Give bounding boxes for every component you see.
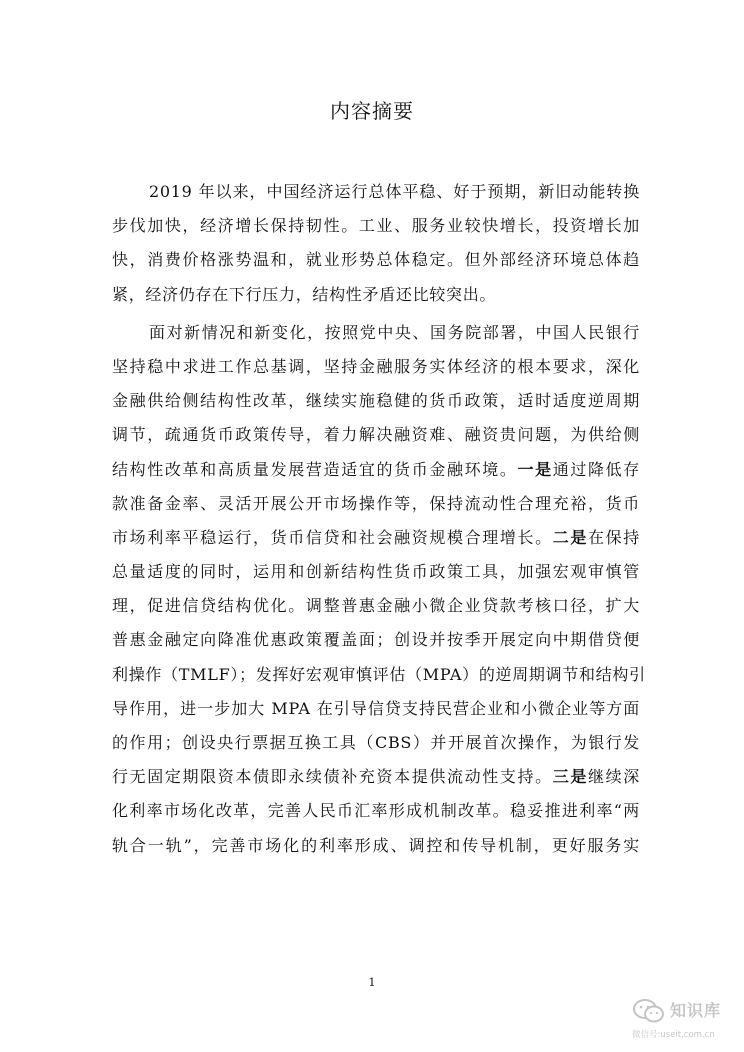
- text-line: 化利率市场化改革，完善人民币汇率形成机制改革。稳妥推进利率“两: [112, 801, 640, 821]
- text-span: 市场利率平稳运行，货币信贷和社会融资规模合理增长。: [112, 527, 553, 547]
- text-line: 调节，疏通货币政策传导，着力解决融资难、融资贵问题，为供给侧: [112, 425, 640, 445]
- text-line: 利操作（TMLF）；发挥好宏观审慎评估（MPA）的逆周期调节和结构引: [112, 664, 646, 684]
- text-line: 面对新情况和新变化，按照党中央、国务院部署，中国人民银行: [149, 322, 640, 342]
- text-line: 导作用，进一步加大 MPA 在引导信贷支持民营企业和小微企业等方面: [112, 698, 640, 718]
- watermark-subtitle: 微信号:useit.com.cn: [632, 1030, 715, 1040]
- text-line: 快，消费价格涨势温和，就业形势总体稳定。但外部经济环境总体趋: [112, 250, 640, 270]
- text-span: 在保持: [588, 527, 640, 547]
- text-span: 继续深: [588, 767, 640, 787]
- text-line: 轨合一轨”，完善市场化的利率形成、调控和传导机制，更好服务实: [112, 835, 640, 855]
- text-line: [112, 760, 640, 794]
- page-title: 内容摘要: [330, 99, 414, 123]
- text-line: 的作用；创设央行票据互换工具（CBS）并开展首次操作，为银行发: [112, 733, 640, 752]
- text-line: [112, 453, 640, 487]
- text-line: 金融供给侧结构性改革，继续实施稳健的货币政策，适时适度逆周期: [112, 391, 640, 411]
- text-line: 2019 年以来，中国经济运行总体平稳、好于预期，新旧动能转换: [149, 182, 640, 201]
- text-line: 款准备金率、灵活开展公开市场操作等，保持流动性合理充裕，货币: [112, 493, 640, 513]
- text-line: 坚持稳中求进工作总基调，坚持金融服务实体经济的根本要求，深化: [112, 356, 640, 376]
- emphasis-second: 二是: [552, 527, 589, 547]
- text-line: 步伐加快，经济增长保持韧性。工业、服务业较快增长，投资增长加: [112, 216, 640, 236]
- text-span: 结构性改革和高质量发展营造适宜的货币金融环境。: [112, 459, 518, 479]
- text-line: [112, 521, 640, 555]
- text-line: 总量适度的同时，运用和创新结构性货币政策工具，加强宏观审慎管: [112, 562, 640, 582]
- page-number: 1: [368, 976, 376, 989]
- text-line: 紧，经济仍存在下行压力，结构性矛盾还比较突出。: [112, 284, 497, 304]
- wechat-icon: [632, 998, 666, 1024]
- text-line: 理，促进信贷结构优化。调整普惠金融小微企业贷款考核口径，扩大: [112, 596, 640, 616]
- text-span: 通过降低存: [552, 459, 640, 479]
- emphasis-third: 三是: [552, 767, 589, 787]
- emphasis-first: 一是: [517, 459, 553, 479]
- body-text: [112, 175, 646, 863]
- text-line: 普惠金融定向降准优惠政策覆盖面；创设并按季开展定向中期借贷便: [112, 630, 640, 650]
- watermark: [628, 996, 740, 1046]
- watermark-brand: 知识库: [670, 1001, 722, 1020]
- text-span: 行无固定期限资本债即永续债补充资本提供流动性支持。: [112, 767, 553, 787]
